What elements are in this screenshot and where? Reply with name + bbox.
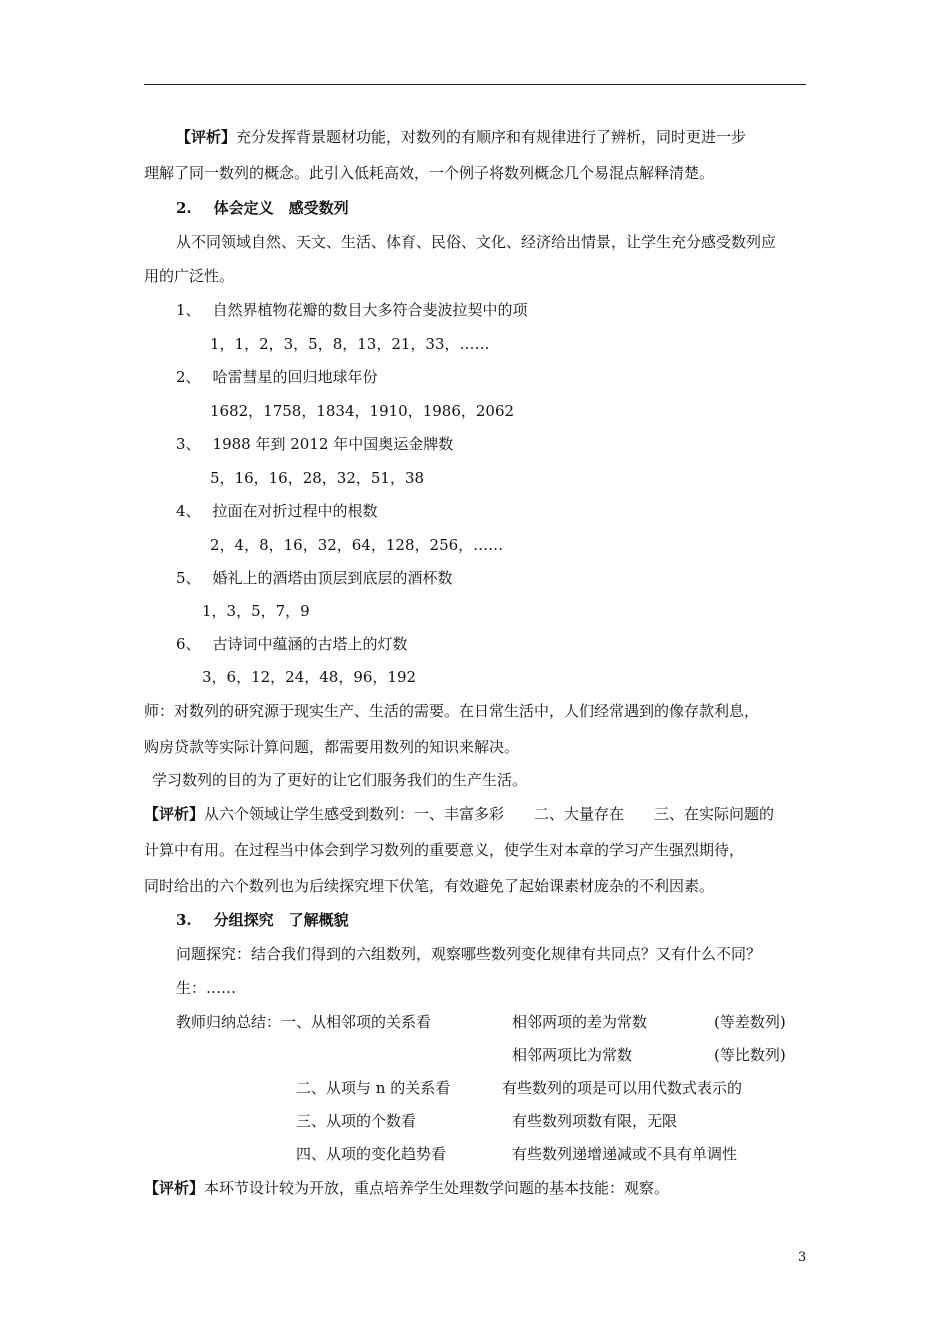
summary-2: 二、从项与 n 的关系看: [296, 1079, 451, 1097]
summary-lead: 教师归纳总结：一、从相邻项的关系看: [176, 1013, 432, 1031]
review-paragraph-2-line-1: [144, 804, 774, 824]
section-3-heading: [176, 910, 349, 930]
review-text: 从六个领域让学生感受到数列：一、丰富多彩 二、大量存在 三、在实际问题的: [204, 805, 775, 823]
review-paragraph-2-line-3: 同时给出的六个数列也为后续探究埋下伏笔，有效避免了起始课素材庞杂的不利因素。: [144, 877, 715, 895]
example-item-3-sequence: 5，16，16，28，32，51，38: [210, 469, 425, 487]
example-item-1-sequence: 1，1，2，3，5，8，13，21，33，……: [210, 335, 490, 353]
summary-4: 四、从项的变化趋势看: [296, 1145, 447, 1163]
teacher-line-3: 学习数列的目的为了更好的让它们服务我们的生产生活。: [152, 771, 528, 789]
example-item-5-sequence: 1，3，5，7，9: [202, 602, 310, 620]
example-item-2-sequence: 1682，1758，1834，1910，1986，2062: [210, 402, 515, 420]
example-item-6-sequence: 3，6，12，24，48，96，192: [202, 668, 417, 686]
summary-1a: 相邻两项的差为常数: [512, 1013, 648, 1031]
summary-3: 三、从项的个数看: [296, 1112, 417, 1130]
summary-1a-tag: (等差数列): [714, 1013, 786, 1031]
section-2-intro-line-1: 从不同领域自然、天文、生活、体育、民俗、文化、经济给出情景，让学生充分感受数列应: [176, 233, 777, 251]
review-tag: 【评析】: [144, 805, 205, 823]
question-line-1: 问题探究：结合我们得到的六组数列，观察哪些数列变化规律有共同点？又有什么不同？: [176, 945, 762, 963]
example-item-4-sequence: 2，4，8，16，32，64，128，256，……: [210, 536, 504, 554]
section-2-heading: [176, 198, 349, 218]
review-text: 充分发挥背景题材功能，对数列的有顺序和有规律进行了辨析，同时更进一步: [236, 128, 747, 146]
section-3-title: 分组探究 了解概貌: [213, 911, 349, 929]
example-item-3-title: 3、 1988 年到 2012 年中国奥运金牌数: [176, 435, 454, 453]
section-3-number: 3.: [176, 911, 192, 929]
example-item-4-title: 4、 拉面在对折过程中的根数: [176, 502, 378, 520]
example-item-5-title: 5、 婚礼上的酒塔由顶层到底层的酒杯数: [176, 569, 453, 587]
review-paragraph-3: [144, 1178, 669, 1198]
summary-2-result: 有些数列的项是可以用代数式表示的: [502, 1079, 743, 1097]
review-paragraph-1-line-1: [176, 127, 746, 147]
teacher-line-1: 师：对数列的研究源于现实生产、生活的需要。在日常生活中，人们经常遇到的像存款利息，: [144, 702, 760, 720]
header-rule: [144, 84, 806, 85]
question-line-2: 生：……: [176, 979, 237, 997]
summary-1b: 相邻两项比为常数: [512, 1046, 633, 1064]
example-item-2-title: 2、 哈雷彗星的回归地球年份: [176, 368, 378, 386]
summary-1b-tag: (等比数列): [714, 1046, 786, 1064]
teacher-line-2: 购房贷款等实际计算问题，都需要用数列的知识来解决。: [144, 738, 520, 756]
review-tag: 【评析】: [176, 128, 237, 146]
summary-4-result: 有些数列递增递减或不具有单调性: [512, 1145, 738, 1163]
section-2-number: 2.: [176, 199, 192, 217]
section-2-intro-line-2: 用的广泛性。: [144, 267, 235, 285]
review-paragraph-1-line-2: 理解了同一数列的概念。此引入低耗高效，一个例子将数列概念几个易混点解释清楚。: [144, 164, 715, 182]
example-item-6-title: 6、 古诗词中蕴涵的古塔上的灯数: [176, 635, 408, 653]
review-text: 本环节设计较为开放，重点培养学生处理数学问题的基本技能：观察。: [204, 1179, 670, 1197]
summary-3-result: 有些数列项数有限，无限: [512, 1112, 678, 1130]
review-paragraph-2-line-2: 计算中有用。在过程当中体会到学习数列的重要意义，使学生对本章的学习产生强烈期待，: [144, 841, 745, 859]
page-number: 3: [798, 1250, 807, 1265]
example-item-1-title: 1、 自然界植物花瓣的数目大多符合斐波拉契中的项: [176, 301, 528, 319]
section-2-title: 体会定义 感受数列: [213, 199, 349, 217]
review-tag: 【评析】: [144, 1179, 205, 1197]
